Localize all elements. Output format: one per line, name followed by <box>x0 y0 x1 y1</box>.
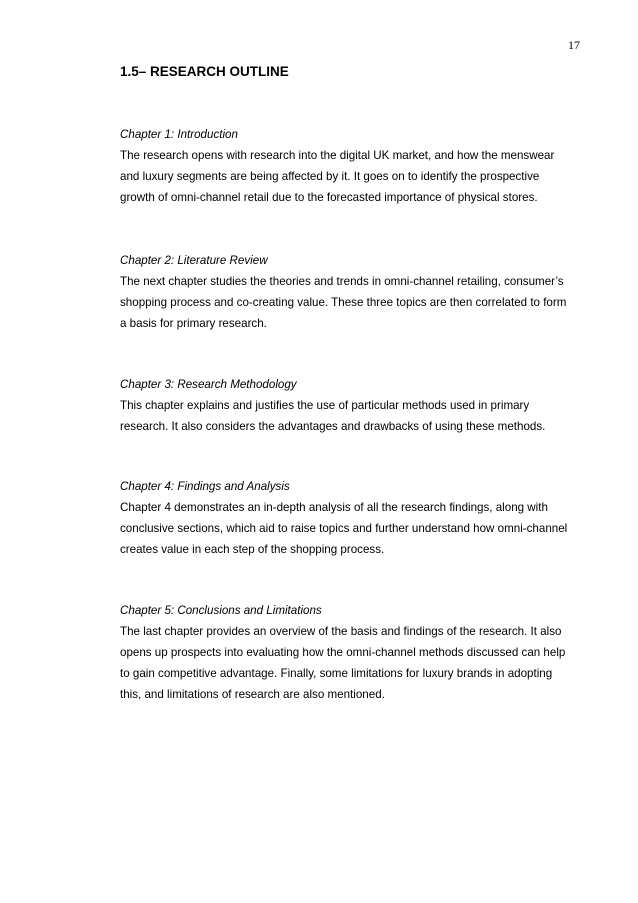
chapter-1-line-2: and luxury segments are being affected by it. It goes on to identify the prospective <box>120 170 540 183</box>
chapter-3-line-2: research. It also considers the advantages and drawbacks of using these methods. <box>120 420 546 433</box>
chapter-2-line-3: a basis for primary research. <box>120 317 267 330</box>
section-heading: 1.5– RESEARCH OUTLINE <box>120 64 289 79</box>
chapter-4-title: Chapter 4: Findings and Analysis <box>120 480 290 493</box>
chapter-2-title: Chapter 2: Literature Review <box>120 254 268 267</box>
chapter-5-title: Chapter 5: Conclusions and Limitations <box>120 604 322 617</box>
chapter-5-section <box>120 600 590 705</box>
chapter-1-title: Chapter 1: Introduction <box>120 128 238 141</box>
chapter-3-section <box>120 374 590 437</box>
chapter-4-section <box>120 476 590 560</box>
chapter-1-line-3: growth of omni-channel retail due to the forecasted importance of physical stores. <box>120 191 538 204</box>
chapter-5-line-3: to gain competitive advantage. Finally, some limitations for luxury brands in adopting <box>120 667 553 680</box>
chapter-2-line-2: shopping process and co-creating value. These three topics are then correlated to form <box>120 296 567 309</box>
chapter-2-line-1: The next chapter studies the theories and trends in omni-channel retailing, consumer’s <box>120 275 564 288</box>
chapter-5-line-2: opens up prospects into evaluating how the omni-channel methods discussed can help <box>120 646 566 659</box>
chapter-1-section <box>120 124 590 208</box>
chapter-4-line-2: conclusive sections, which aid to raise topics and further understand how omni-channel <box>120 522 568 535</box>
chapter-3-line-1: This chapter explains and justifies the use of particular methods used in primary <box>120 399 530 412</box>
chapter-3-title: Chapter 3: Research Methodology <box>120 378 297 391</box>
chapter-2-section <box>120 250 590 334</box>
chapter-4-line-3: creates value in each step of the shopping process. <box>120 543 385 556</box>
chapter-5-line-4: this, and limitations of research are also mentioned. <box>120 688 385 701</box>
chapter-4-line-1: Chapter 4 demonstrates an in-depth analysis of all the research findings, along with <box>120 501 548 514</box>
chapter-5-line-1: The last chapter provides an overview of the basis and findings of the research. It also <box>120 625 562 638</box>
chapter-1-line-1: The research opens with research into the digital UK market, and how the menswear <box>120 149 555 162</box>
page-number: 17 <box>568 38 580 52</box>
